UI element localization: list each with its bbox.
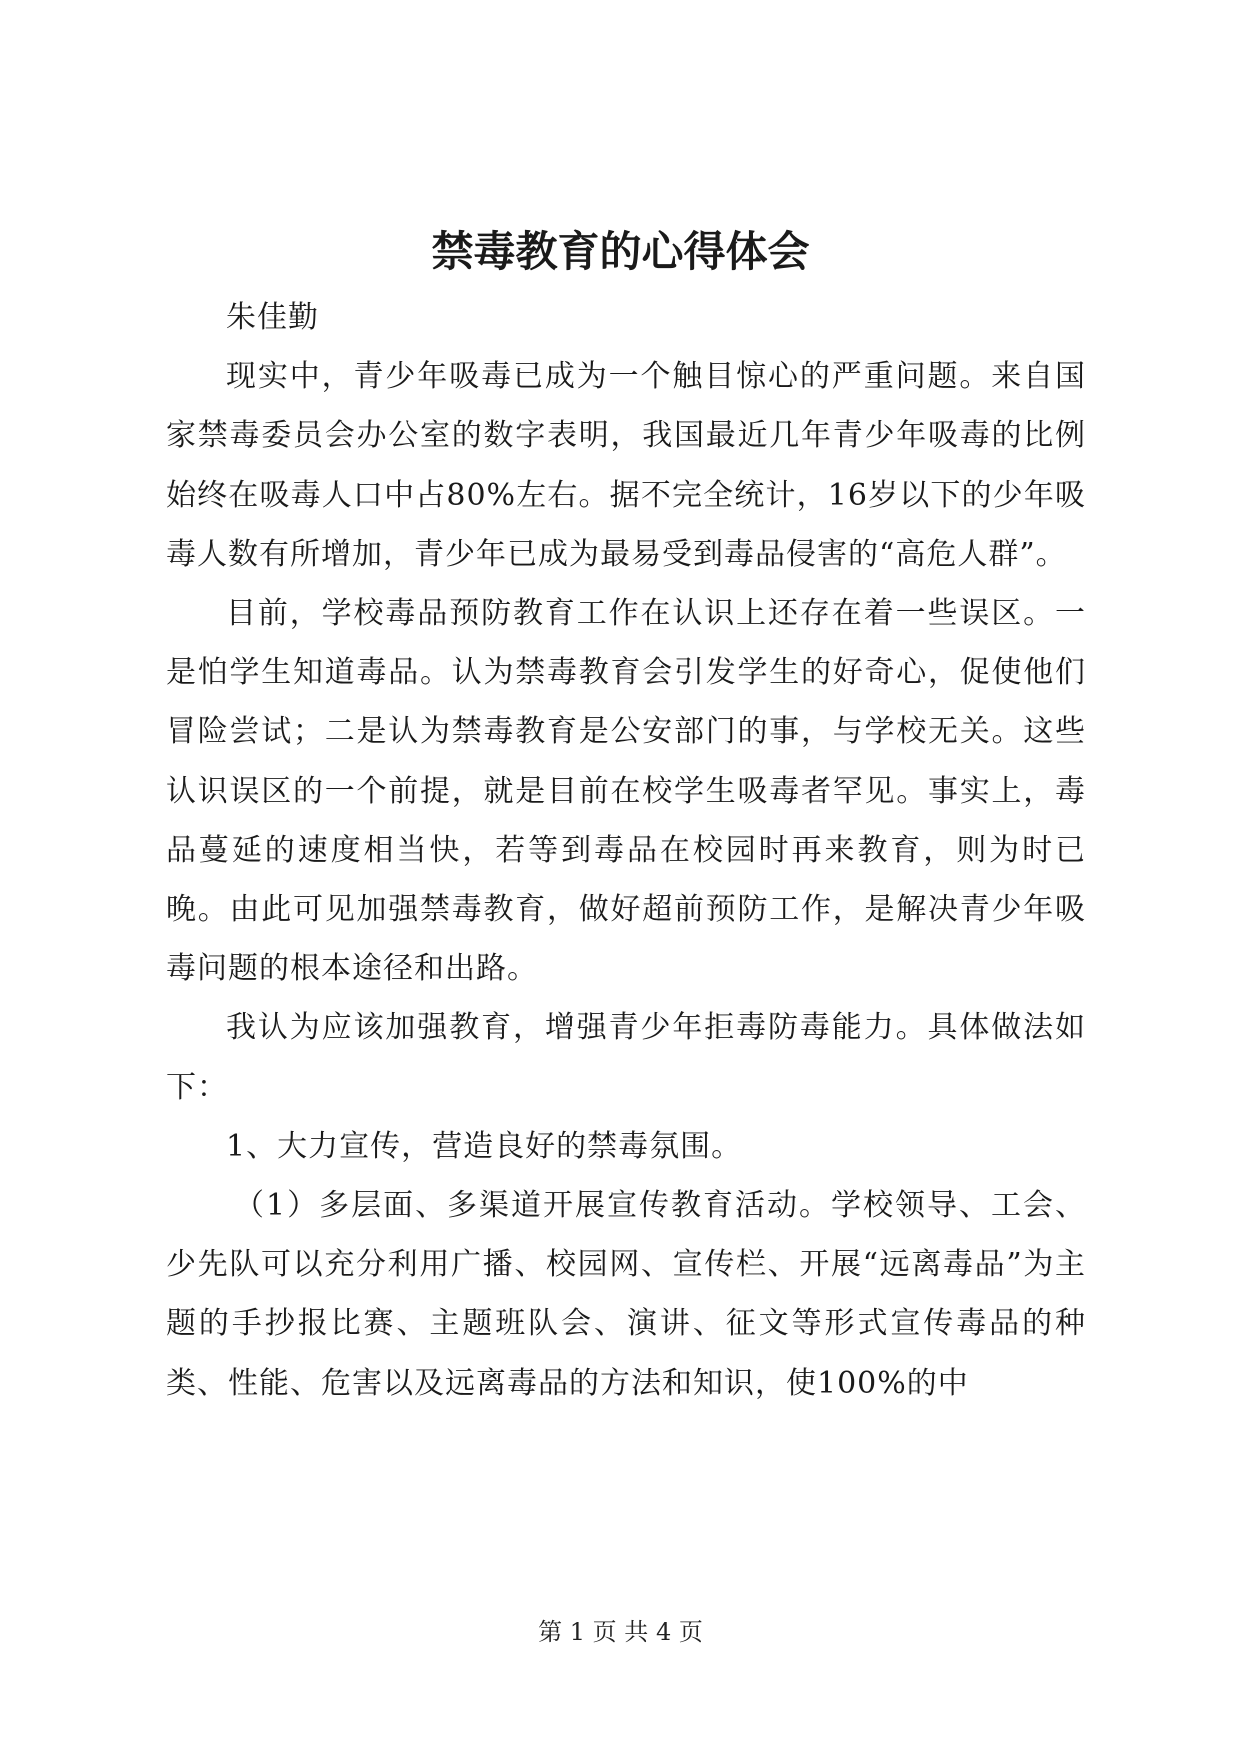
document-title: 禁毒教育的心得体会: [431, 227, 810, 276]
paragraph: （1）多层面、多渠道开展宣传教育活动。学校领导、工会、少先队可以充分利用广播、校园网、宣传栏、开展“远离毒品”为主题的手抄报比赛、主题班队会、演讲、征文等形式宣传毒品的种类、性能、危害以及远离毒品的方法和知识，使100%的中: [166, 1188, 1086, 1401]
page-number-footer: 第 1 页 共 4 页: [538, 1618, 703, 1646]
paragraph: 我认为应该加强教育，增强青少年拒毒防毒能力。具体做法如下：: [166, 1010, 1086, 1105]
paragraph: 现实中，青少年吸毒已成为一个触目惊心的严重问题。来自国家禁毒委员会办公室的数字表明，我国最近几年青少年吸毒的比例始终在吸毒人口中占80%左右。据不完全统计，16岁以下的少年吸毒人数有所增加，青少年已成为最易受到毒品侵害的“高危人群”。: [166, 359, 1086, 572]
section-heading: 1、大力宣传，营造良好的禁毒氛围。: [226, 1128, 743, 1164]
author-line: 朱佳勤: [226, 300, 319, 335]
document-body: [166, 288, 1086, 1413]
paragraph: 目前，学校毒品预防教育工作在认识上还存在着一些误区。一是怕学生知道毒品。认为禁毒教育会引发学生的好奇心，促使他们冒险尝试；二是认为禁毒教育是公安部门的事，与学校无关。这些认识误区的一个前提，就是目前在校学生吸毒者罕见。事实上，毒品蔓延的速度相当快，若等到毒品在校园时再来教育，则为时已晚。由此可见加强禁毒教育，做好超前预防工作，是解决青少年吸毒问题的根本途径和出路。: [166, 596, 1086, 987]
